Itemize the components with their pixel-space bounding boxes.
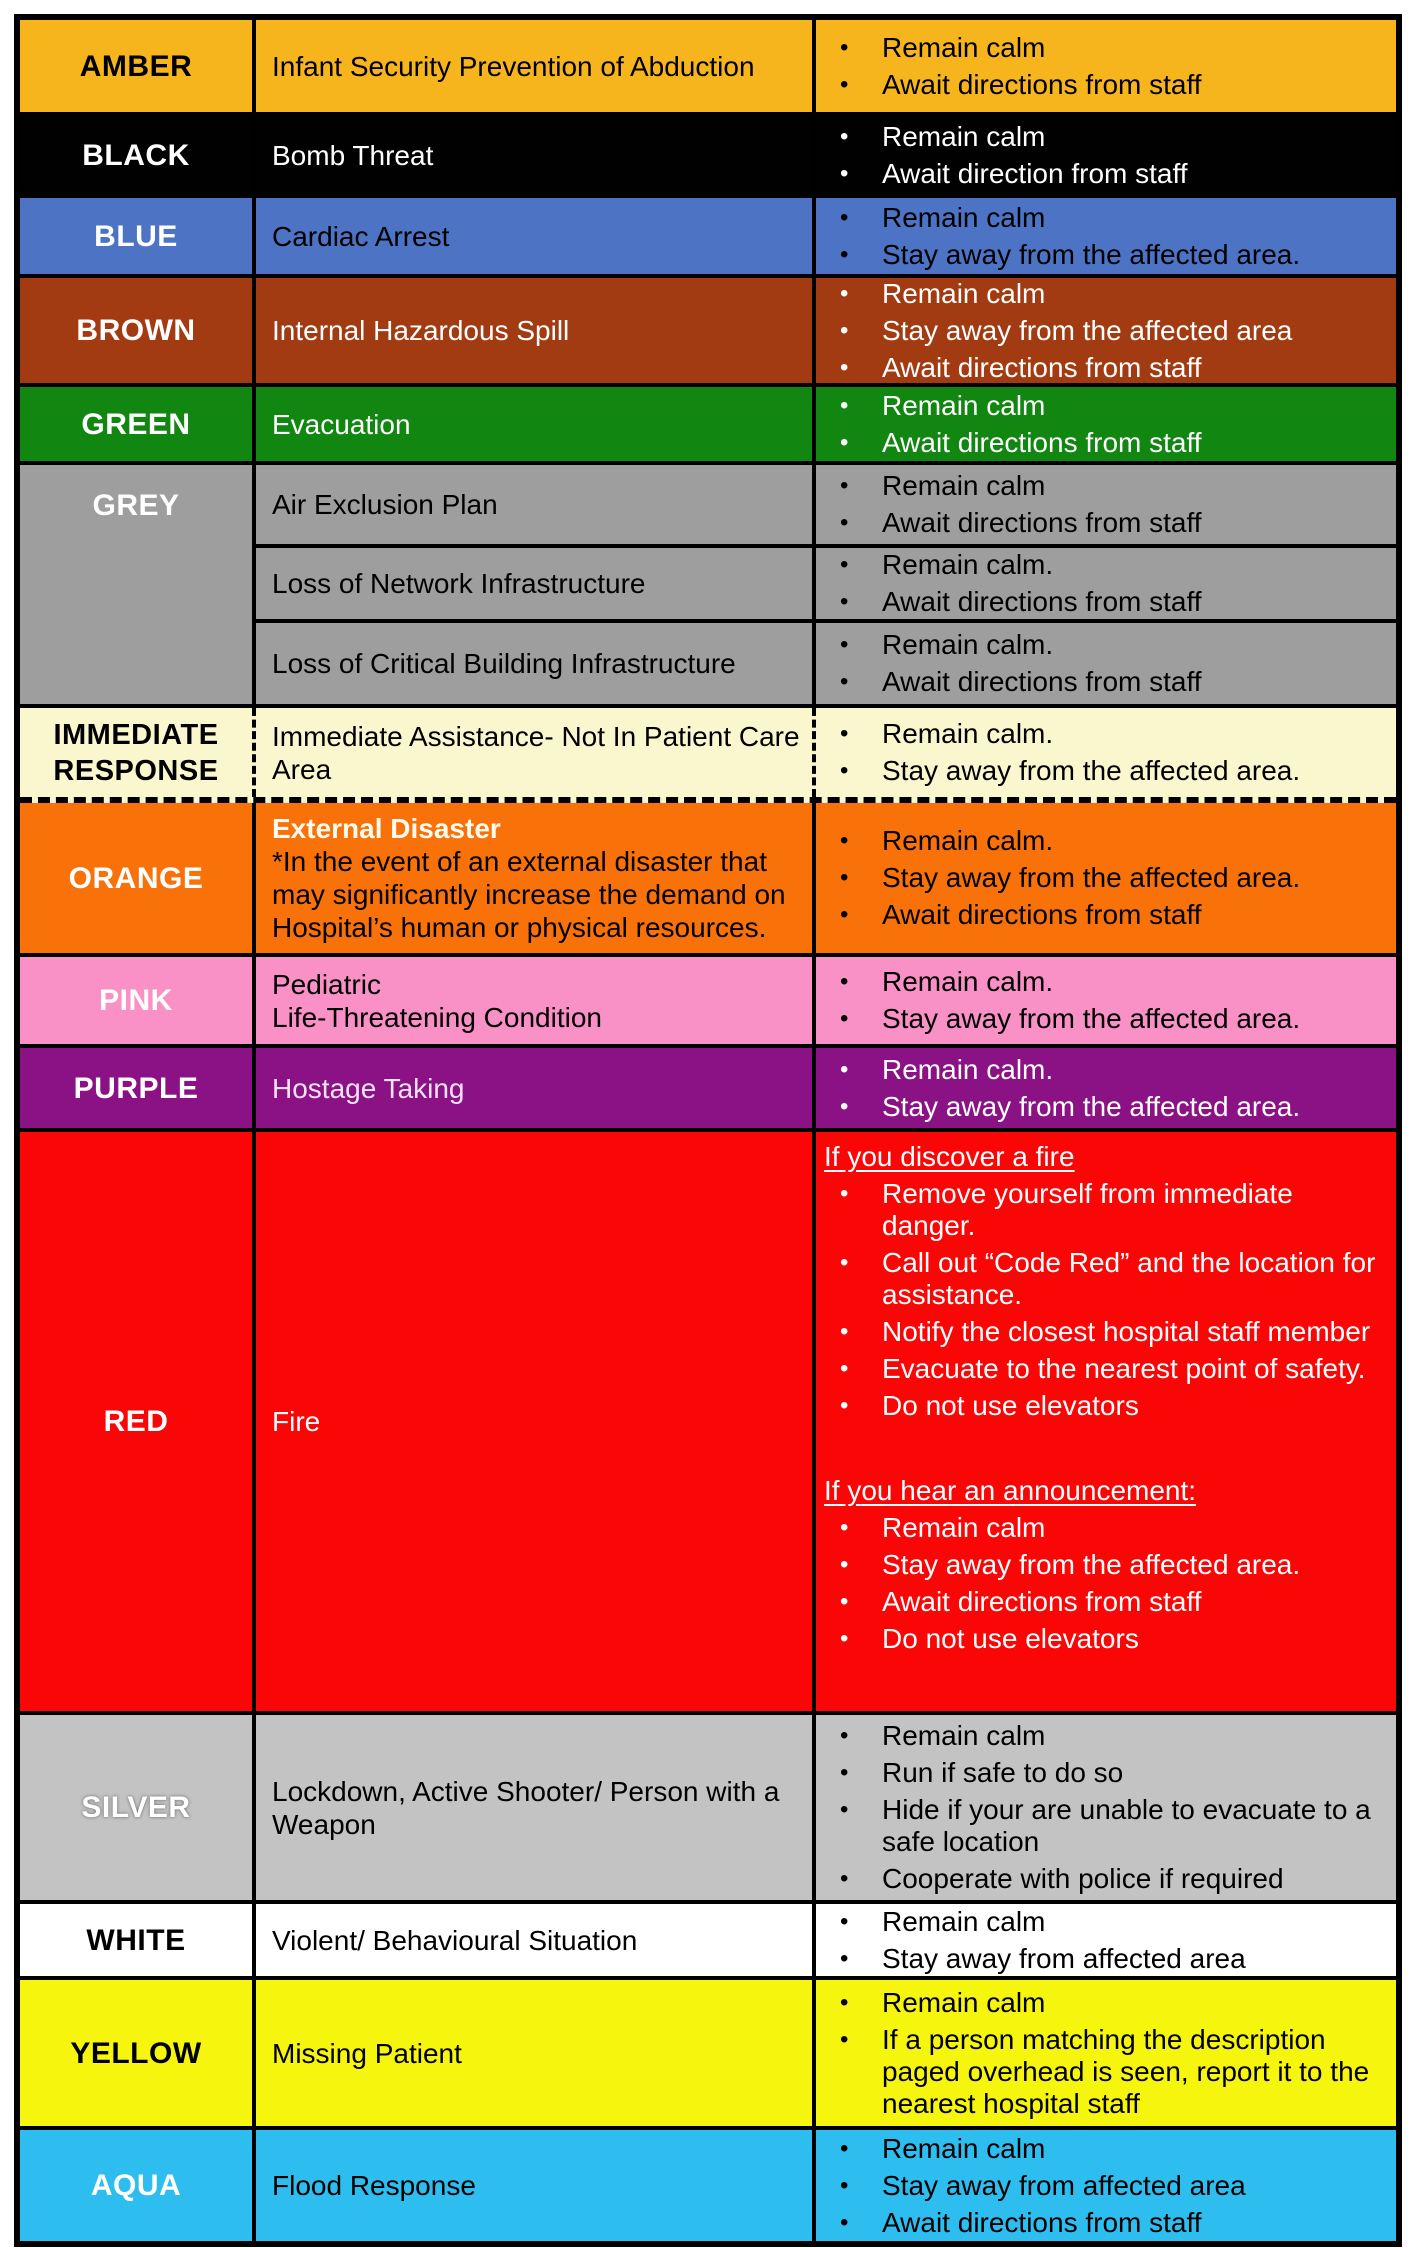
bullet-item [824,32,1388,64]
event-line: *In the event of an external disaster that may significantly increase the demand on Hospital’s human or physical resources. [272,846,786,943]
event-line: Loss of Network Infrastructure [272,568,646,599]
bullet-text: Stay away from the affected area. [882,1003,1301,1034]
bullet-text: Cooperate with police if required [882,1863,1284,1894]
bullet-text: Remain calm [882,120,1046,152]
event-line: Infant Security Prevention of Abduction [272,50,755,82]
bullet-dot: • [840,1318,849,1345]
emergency-codes-table [14,14,1402,2247]
code-row [20,2126,1396,2241]
bullet-dot: • [840,2134,849,2162]
bullet-dot: • [840,1865,849,1892]
bullet-item [824,586,1388,618]
bullet-dot: • [840,1005,849,1032]
bullet-item [824,278,1388,310]
bullet-dot: • [840,2208,849,2236]
event-line: Lockdown, Active Shooter/ Person with a Weapon [272,1775,780,1840]
instructions-cell [812,1904,1396,1976]
bullet-text: Await directions from staff [882,1586,1202,1617]
bullet-dot: • [840,1796,849,1823]
bullet-item [824,507,1388,539]
instructions-cell [812,803,1396,953]
event-cell [252,623,812,704]
bullet-item [824,1794,1388,1858]
bullet-item [824,2024,1388,2120]
event-cell [252,278,812,383]
instructions-cell [812,387,1396,461]
code-label: IMMEDIATE RESPONSE [53,718,219,787]
event-cell [252,548,812,619]
code-cell [20,708,252,797]
bullet-item [824,899,1388,931]
bullet-text: Remain calm [882,31,1046,63]
bullet-dot: • [840,1249,849,1276]
code-cell [20,803,252,953]
code-label: RED [103,1405,169,1438]
instructions-cell [812,1048,1396,1128]
bullet-item [824,202,1388,234]
instructions-cell [812,2130,1396,2241]
bullet-dot: • [840,864,849,891]
code-label: GREEN [81,407,191,441]
bullet-dot: • [840,901,849,928]
event-line: Evacuation [272,408,411,440]
bullet-dot: • [840,631,849,658]
bullet-text: Stay away from the affected area. [882,862,1301,893]
code-row [20,383,1396,461]
sub-rows [252,465,1396,704]
code-row [20,1128,1396,1711]
bullet-text: If a person matching the description paged overhead is seen, report it to the nearest hospital staff [882,2023,1370,2119]
bullet-dot: • [840,2025,849,2053]
bullet-text: Remain calm [882,201,1046,233]
code-cell [20,2130,252,2241]
code-cell [20,198,252,274]
instructions-cell [812,548,1396,619]
bullet-text: Await directions from staff [882,586,1202,617]
instructions-cell [812,957,1396,1044]
instructions-cell [812,1980,1396,2126]
bullet-item [824,427,1388,459]
bullet-text: Run if safe to do so [882,1757,1124,1788]
code-label: AMBER [79,49,193,83]
bullet-text: Do not use elevators [882,1390,1139,1421]
code-row [20,803,1396,953]
bullet-text: Await directions from staff [882,899,1202,930]
bullet-text: Remain calm. [882,966,1054,997]
bullet-item [824,1512,1388,1544]
bullet-text: Call out “Code Red” and the location for assistance. [882,1247,1376,1310]
code-label: BLUE [94,219,178,253]
event-line: Pediatric [272,968,381,1000]
bullet-item [824,1003,1388,1035]
event-line: Air Exclusion Plan [272,489,498,520]
code-cell [20,465,252,704]
bullet-text: Stay away from the affected area [882,314,1293,346]
bullet-text: Stay away from the affected area. [882,755,1301,786]
bullet-text: Await directions from staff [882,2206,1202,2238]
bullet-item [824,2133,1388,2165]
instructions-cell [812,20,1396,112]
bullet-text: Stay away from the affected area. [882,238,1301,270]
code-row [20,1711,1396,1900]
bullet-item [824,1054,1388,1086]
event-cell [252,465,812,544]
bullet-item [824,1906,1388,1938]
event-cell [252,1980,812,2126]
bullet-dot: • [840,122,849,150]
bullet-text: Await directions from staff [882,666,1202,697]
code-cell [20,1980,252,2126]
event-line: Fire [272,1406,321,1437]
event-line: Loss of Critical Building Infrastructure [272,648,736,679]
bullet-dot: • [840,827,849,854]
event-line: Life-Threatening Condition [272,1001,602,1033]
bullet-item [824,2207,1388,2239]
bullet-text: Remain calm [882,1720,1046,1751]
bullet-item [824,121,1388,153]
bullet-dot: • [840,2171,849,2199]
bullet-item [824,315,1388,347]
event-line: Bomb Threat [272,139,434,171]
bullet-dot: • [840,551,849,578]
code-cell [20,387,252,461]
code-label: BLACK [82,138,190,172]
code-label: YELLOW [70,2036,202,2070]
event-cell [252,957,812,1044]
sub-row [252,465,1396,544]
code-cell [20,116,252,194]
event-line: Hostage Taking [272,1072,465,1104]
bullet-text: Remain calm [882,470,1046,501]
bullet-item [824,1549,1388,1581]
bullet-item [824,1247,1388,1311]
code-row [20,461,1396,704]
bullet-item [824,549,1388,581]
bullet-text: Remain calm. [882,549,1054,580]
bullet-dot: • [840,1944,849,1972]
bullet-item [824,1316,1388,1348]
code-label: PURPLE [73,1071,199,1105]
bullet-dot: • [840,509,849,536]
bullet-text: Remain calm. [882,718,1054,749]
bullet-item [824,825,1388,857]
bullet-item [824,1586,1388,1618]
code-row [20,1976,1396,2126]
bullet-text: Remain calm. [882,629,1054,660]
bullet-item [824,862,1388,894]
code-row [20,953,1396,1044]
bullet-item [824,2170,1388,2202]
bullet-dot: • [840,1392,849,1419]
code-label: WHITE [86,1923,186,1957]
bullet-text: Evacuate to the nearest point of safety. [882,1353,1366,1384]
bullet-dot: • [840,316,849,344]
bullet-item [824,1091,1388,1123]
bullet-dot: • [840,159,849,187]
code-label: BROWN [76,314,196,347]
bullet-dot: • [840,1588,849,1615]
code-cell [20,1048,252,1128]
instructions-cell [812,465,1396,544]
event-cell [252,2130,812,2241]
spacer [824,1427,1388,1469]
bullet-text: Await directions from staff [882,351,1202,383]
bullet-item [824,1178,1388,1242]
sub-row [252,619,1396,704]
bullet-text: Remain calm. [882,825,1054,856]
event-line: Flood Response [272,2170,476,2201]
code-label: ORANGE [68,861,204,895]
event-line: Violent/ Behavioural Situation [272,1924,638,1956]
bullet-item [824,390,1388,422]
bullet-text: Remain calm [882,2132,1046,2164]
bullet-item [824,966,1388,998]
code-row [20,112,1396,194]
bullet-dot: • [840,1180,849,1207]
code-cell [20,1132,252,1711]
bullet-text: Stay away from the affected area. [882,1090,1301,1122]
event-cell [252,1132,812,1711]
code-label: PINK [99,984,173,1017]
bullet-dot: • [840,472,849,499]
instruction-heading: If you hear an announcement: [824,1475,1197,1506]
code-cell [20,957,252,1044]
bullet-text: Await directions from staff [882,426,1202,458]
bullet-dot: • [840,1988,849,2016]
code-row [20,704,1396,803]
event-cell [252,1904,812,1976]
bullet-item [824,158,1388,190]
event-line: External Disaster [272,813,501,844]
instructions-cell [812,278,1396,383]
bullet-text: Remain calm [882,278,1046,309]
bullet-dot: • [840,1092,849,1120]
code-row [20,1044,1396,1128]
bullet-dot: • [840,1722,849,1749]
instructions-cell [812,708,1396,797]
bullet-text: Remain calm. [882,1053,1054,1085]
bullet-text: Remain calm [882,1512,1046,1543]
code-row [20,194,1396,274]
bullet-dot: • [840,1055,849,1083]
bullet-dot: • [840,279,849,307]
event-cell [252,116,812,194]
instruction-heading: If you discover a fire [824,1141,1075,1172]
bullet-text: Stay away from the affected area. [882,1549,1301,1580]
bullet-dot: • [840,1355,849,1382]
event-line: Immediate Assistance- Not In Patient Care Area [272,720,800,785]
bullet-dot: • [840,353,849,381]
bullet-text: Await directions from staff [882,68,1202,100]
bullet-text: Stay away from affected area [882,1942,1246,1974]
bullet-item [824,239,1388,271]
bullet-item [824,755,1388,787]
bullet-dot: • [840,1759,849,1786]
bullet-item [824,1757,1388,1789]
event-cell [252,198,812,274]
event-cell [252,1048,812,1128]
bullet-dot: • [840,1625,849,1652]
event-cell [252,387,812,461]
bullet-text: Remove yourself from immediate danger. [882,1178,1293,1241]
bullet-item [824,1623,1388,1655]
bullet-item [824,1390,1388,1422]
bullet-item [824,629,1388,661]
event-line: Missing Patient [272,2037,462,2069]
bullet-item [824,718,1388,750]
bullet-text: Remain calm [882,389,1046,421]
bullet-dot: • [840,1907,849,1935]
bullet-dot: • [840,240,849,268]
event-cell [252,1715,812,1900]
event-cell [252,20,812,112]
bullet-dot: • [840,1514,849,1541]
bullet-item [824,69,1388,101]
bullet-item [824,352,1388,384]
bullet-item [824,1863,1388,1895]
bullet-item [824,1943,1388,1975]
bullet-text: Await directions from staff [882,507,1202,538]
instructions-cell [812,623,1396,704]
bullet-text: Do not use elevators [882,1623,1139,1654]
bullet-dot: • [840,428,849,456]
code-row [20,1900,1396,1976]
instructions-cell [812,1132,1396,1711]
bullet-dot: • [840,588,849,615]
event-line: Cardiac Arrest [272,220,450,252]
code-cell [20,1904,252,1976]
bullet-dot: • [840,968,849,995]
bullet-dot: • [840,757,849,784]
bullet-item [824,1987,1388,2019]
bullet-text: Hide if your are unable to evacuate to a safe location [882,1794,1371,1857]
bullet-text: Await direction from staff [882,157,1188,189]
code-row [20,20,1396,112]
instructions-cell [812,1715,1396,1900]
bullet-item [824,1353,1388,1385]
bullet-dot: • [840,720,849,747]
code-label: AQUA [90,2169,182,2202]
code-row [20,274,1396,383]
bullet-item [824,666,1388,698]
bullet-dot: • [840,33,849,61]
event-cell [252,803,812,953]
instructions-cell [812,116,1396,194]
bullet-dot: • [840,203,849,231]
bullet-text: Remain calm [882,1905,1046,1937]
event-cell [252,708,812,797]
bullet-dot: • [840,391,849,419]
bullet-dot: • [840,668,849,695]
code-cell [20,278,252,383]
bullet-text: Stay away from affected area [882,2169,1246,2201]
code-cell [20,20,252,112]
sub-row [252,544,1396,619]
bullet-dot: • [840,1551,849,1578]
bullet-dot: • [840,70,849,98]
bullet-item [824,1720,1388,1752]
code-label: GREY [92,489,180,522]
bullet-item [824,470,1388,502]
event-line: Internal Hazardous Spill [272,315,570,346]
bullet-text: Remain calm [882,1986,1046,2018]
code-label: SILVER [81,1791,191,1824]
bullet-text: Notify the closest hospital staff member [882,1316,1371,1347]
code-cell [20,1715,252,1900]
instructions-cell [812,198,1396,274]
